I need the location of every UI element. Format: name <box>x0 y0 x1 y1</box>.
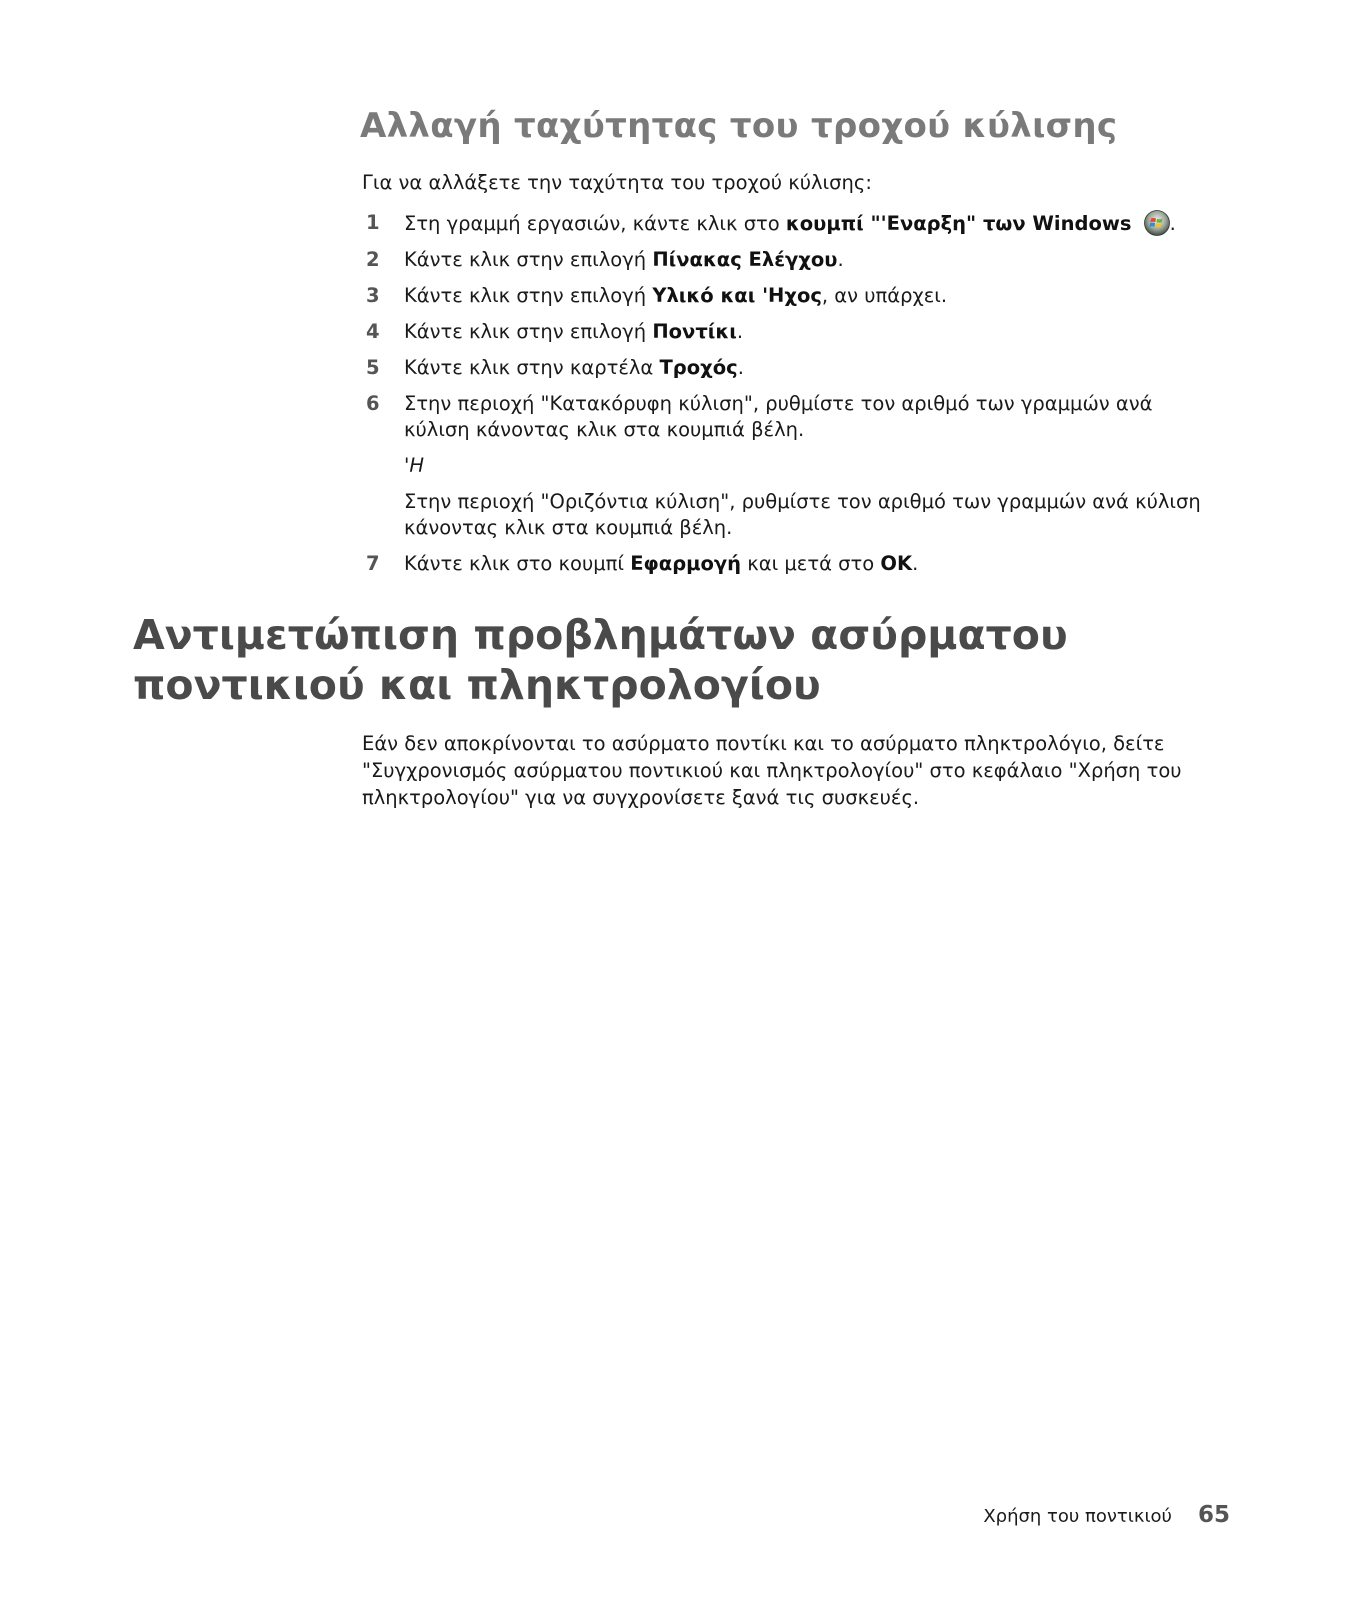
step-text-after: , αν υπάρχει. <box>821 284 948 307</box>
step-item-2 <box>366 247 1206 273</box>
step-text-after: . <box>736 320 744 343</box>
step-text-middle: και μετά στο <box>741 552 881 575</box>
step-bold-text: Πίνακας Ελέγχου <box>652 248 838 271</box>
step-text: Κάντε κλικ στην επιλογή <box>404 320 653 343</box>
steps-list <box>366 210 1206 587</box>
step-item-1 <box>366 210 1206 237</box>
step-item-7 <box>366 551 1206 577</box>
page-footer <box>983 1502 1230 1528</box>
step-text-after: . <box>837 248 844 271</box>
subsection-heading: Αλλαγή ταχύτητας του τροχού κύλισης <box>360 106 1118 146</box>
footer-chapter-label: Χρήση του ποντικιού <box>983 1506 1172 1527</box>
step-item-5 <box>366 355 1206 381</box>
step-bold-text: Υλικό και 'Ηχος <box>652 284 822 307</box>
intro-paragraph: Για να αλλάξετε την ταχύτητα του τροχού κύλισης: <box>362 171 872 194</box>
step-number: 4 <box>366 320 380 343</box>
step-bold-text: Τροχός <box>659 356 738 379</box>
step-text-after: . <box>737 356 744 379</box>
step-number: 1 <box>366 211 380 234</box>
step-text: Κάντε κλικ στην καρτέλα <box>404 356 660 379</box>
step-item-3 <box>366 283 1206 309</box>
step-bold-text: Ποντίκι <box>652 320 737 343</box>
step-text: Στη γραμμή εργασιών, κάντε κλικ στο <box>404 212 786 235</box>
step-text: Κάντε κλικ στο κουμπί <box>404 552 631 575</box>
step-text: Κάντε κλικ στην επιλογή <box>404 248 653 271</box>
step-text-after: . <box>912 552 919 575</box>
step-text-after: . <box>1169 212 1176 235</box>
step-text: Στην περιοχή "Κατακόρυφη κύλιση", ρυθμίστε τον αριθμό των γραμμών ανά κύλιση κάνοντας κλικ στα κουμπιά βέλη. <box>404 392 1153 441</box>
step-bold-text-2: OK <box>880 552 913 575</box>
step-number: 3 <box>366 284 380 307</box>
step-item-6 <box>366 391 1206 541</box>
step-item-4 <box>366 319 1206 345</box>
page-number: 65 <box>1197 1502 1230 1528</box>
step-number: 2 <box>366 248 380 271</box>
windows-start-orb-icon <box>1144 210 1170 236</box>
step-number: 7 <box>366 552 380 575</box>
alternative-step-text: Στην περιοχή "Οριζόντια κύλιση", ρυθμίστε τον αριθμό των γραμμών ανά κύλιση κάνοντας κλικ στα κουμπιά βέλη. <box>404 490 1201 539</box>
section-heading: Αντιμετώπιση προβλημάτων ασύρματου ποντικιού και πληκτρολογίου <box>133 611 1068 709</box>
alternative-word: 'Η <box>404 454 425 477</box>
step-text: Κάντε κλικ στην επιλογή <box>404 284 653 307</box>
step-bold-text: κουμπί "'Εναρξη" των Windows <box>785 212 1132 235</box>
step-bold-text: Εφαρμογή <box>630 552 742 575</box>
section-paragraph: Εάν δεν αποκρίνονται το ασύρματο ποντίκι και το ασύρματο πληκτρολόγιο, δείτε "Συγχρονισμός ασύρματου ποντικιού και πληκτρολογίου" στο κεφάλαιο "Χρήση του πληκτρολογίου" για να συγχρονίσετε ξανά τις συσκευές. <box>362 732 1182 809</box>
step-number: 6 <box>366 392 380 415</box>
step-number: 5 <box>366 356 380 379</box>
